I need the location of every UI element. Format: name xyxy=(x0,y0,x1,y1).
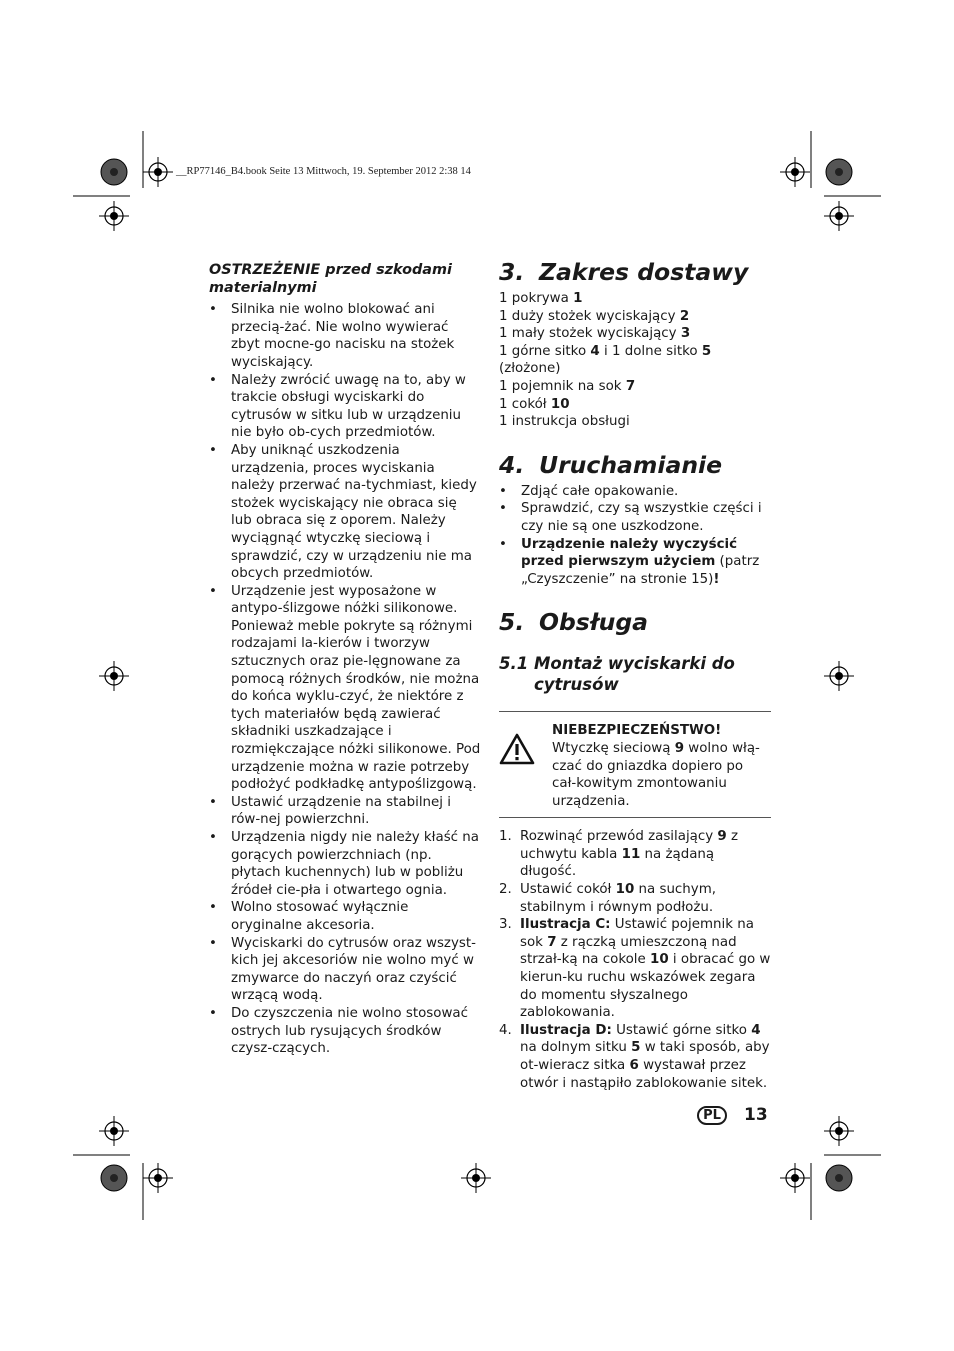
color-bar-mark xyxy=(826,1165,852,1191)
print-header: __RP77146_B4.book Seite 13 Mittwoch, 19. September 2012 2:38 14 xyxy=(176,166,471,177)
color-bar-mark xyxy=(101,159,127,185)
warning-triangle-icon xyxy=(499,722,552,810)
list-item: 1 instrukcja obsługi xyxy=(499,414,630,430)
list-item: • Sprawdzić, czy są wszystkie części i czy nie są one uszkodzone. xyxy=(499,500,771,535)
color-bar-mark xyxy=(101,1165,127,1191)
danger-title: NIEBEZPIECZEŃSTWO! xyxy=(552,723,722,739)
registration-mark xyxy=(824,201,854,231)
registration-mark xyxy=(780,1163,810,1193)
danger-notice xyxy=(499,722,771,810)
step-item: 4. Ilustracja D: Ustawić górne sitko 4 na dolnym sitku 5 w taki sposób, aby ot-wieracz sitka 6 wystawał przez otwór i nastąpiło zablokowanie sitek. xyxy=(499,1022,770,1091)
subsection-number: 5.1 xyxy=(499,654,529,674)
step-item: 2. Ustawić cokół 10 na suchym, stabilnym i równym podłożu. xyxy=(499,882,717,915)
startup-list xyxy=(499,483,771,589)
warning-heading: OSTRZEŻENIE przed szkodami materialnymi xyxy=(209,262,452,296)
danger-body: Wtyczkę sieciową 9 wolno włą-czać do gniazdka dopiero po cał-kowitym zmontowaniu urządzenia. xyxy=(552,740,760,809)
list-item: • Do czyszczenia nie wolno stosować ostrych lub rysujących środków czysz-czących. xyxy=(209,1005,481,1058)
section-number: 3. xyxy=(499,258,525,286)
registration-mark xyxy=(143,1163,173,1193)
left-column xyxy=(209,262,481,1058)
registration-mark xyxy=(461,1163,491,1193)
list-item: • Urządzenie jest wyposażone w antypo-ślizgowe nóżki silikonowe. Ponieważ meble pokryte są różnymi rodzajami la-kierów i tworzyw sztucznych oraz pie-lęgnowane za pomocą różnych środków, nie można do końca wyklu-czyć, że niektóre z tych materiałów będą zawierać składniki uszkadzające i rozmiękczające nóżki silikonowe. Pod urządzenie można w razie potrzeby podłożyć podkładkę antypoślizgową. xyxy=(209,583,481,794)
section-title: Obsługa xyxy=(539,608,649,637)
section-5-heading xyxy=(499,608,771,636)
color-bar-mark xyxy=(826,159,852,185)
registration-mark xyxy=(143,157,173,187)
language-badge: PL xyxy=(697,1106,727,1125)
list-item: • Wolno stosować wyłącznie oryginalne akcesoria. xyxy=(209,899,481,934)
section-title: Zakres dostawy xyxy=(539,258,749,286)
list-item: • Należy zwrócić uwagę na to, aby w trakcie obsługi wyciskarki do cytrusów w sitku lub w urządzeniu nie było ob-cych przedmiotów. xyxy=(209,372,481,442)
registration-mark xyxy=(99,201,129,231)
list-item: • Ustawić urządzenie na stabilnej i rów-nej powierzchni. xyxy=(209,794,481,829)
right-column xyxy=(499,258,771,1092)
page-number: 13 xyxy=(744,1105,768,1125)
section-3-heading xyxy=(499,258,771,286)
registration-mark xyxy=(824,1116,854,1146)
section-number: 4. xyxy=(499,450,525,479)
list-item: 1 cokół 10 xyxy=(499,396,570,412)
list-item: 1 pojemnik na sok 7 xyxy=(499,378,636,394)
list-item: • Silnika nie wolno blokować ani przecią-żać. Nie wolno wywierać zbyt mocne-go nacisku na stożek wyciskający. xyxy=(209,301,481,371)
list-item: • Wyciskarki do cytrusów oraz wszyst-kich jej akcesoriów nie wolno myć w zmywarce do naczyń oraz czyścić wrzącą wodą. xyxy=(209,935,481,1005)
registration-mark xyxy=(99,1116,129,1146)
delivery-list xyxy=(499,290,771,431)
assembly-steps xyxy=(499,828,771,1092)
list-item: • Zdjąć całe opakowanie. xyxy=(499,483,771,501)
divider xyxy=(499,817,771,818)
warning-list xyxy=(209,301,481,1058)
registration-mark xyxy=(99,661,129,691)
list-item: • Urządzenia nigdy nie należy kłaść na gorących powierzchniach (np. płytach kuchennych) lub w pobliżu źródeł cie-pła i otwartego ognia. xyxy=(209,829,481,899)
danger-text xyxy=(552,722,771,810)
list-item: • Urządzenie należy wyczyścić przed pierwszym użyciem (patrz „Czyszczenie” na stronie 15)! xyxy=(499,536,771,589)
section-title: Uruchamianie xyxy=(539,450,723,479)
registration-mark xyxy=(824,661,854,691)
list-item: • Aby uniknąć uszkodzenia urządzenia, proces wyciskania należy przerwać na-tychmiast, kiedy stożek wyciskający nie obraca się lub obraca się z oporem. Należy wyciągnąć wtyczkę sieciową i sprawdzić, czy w urządzeniu nie ma obcych przedmiotów. xyxy=(209,442,481,583)
step-item: 1. Rozwinąć przewód zasilający 9 z uchwytu kabla 11 na żądaną długość. xyxy=(499,829,739,880)
registration-mark xyxy=(780,157,810,187)
subsection-5-1-heading xyxy=(499,653,771,695)
section-4-heading xyxy=(499,451,771,479)
list-item: 1 pokrywa 1 xyxy=(499,291,583,306)
list-item: 1 duży stożek wyciskający 2 xyxy=(499,308,690,324)
list-item: 1 mały stożek wyciskający 3 xyxy=(499,326,691,342)
list-item: 1 górne sitko 4 i 1 dolne sitko 5 (złożone) xyxy=(499,343,712,377)
section-number: 5. xyxy=(499,608,525,637)
step-item: 3. Ilustracja C: Ustawić pojemnik na sok 7 z rączką umieszczoną nad strzał-ką na cokole 10 i obracać go w kierun-ku ruchu wskazówek zegara do momentu słyszalnego zablokowania. xyxy=(499,917,771,1021)
divider xyxy=(499,711,771,712)
subsection-title: Montaż wyciskarki do cytrusów xyxy=(534,654,735,695)
